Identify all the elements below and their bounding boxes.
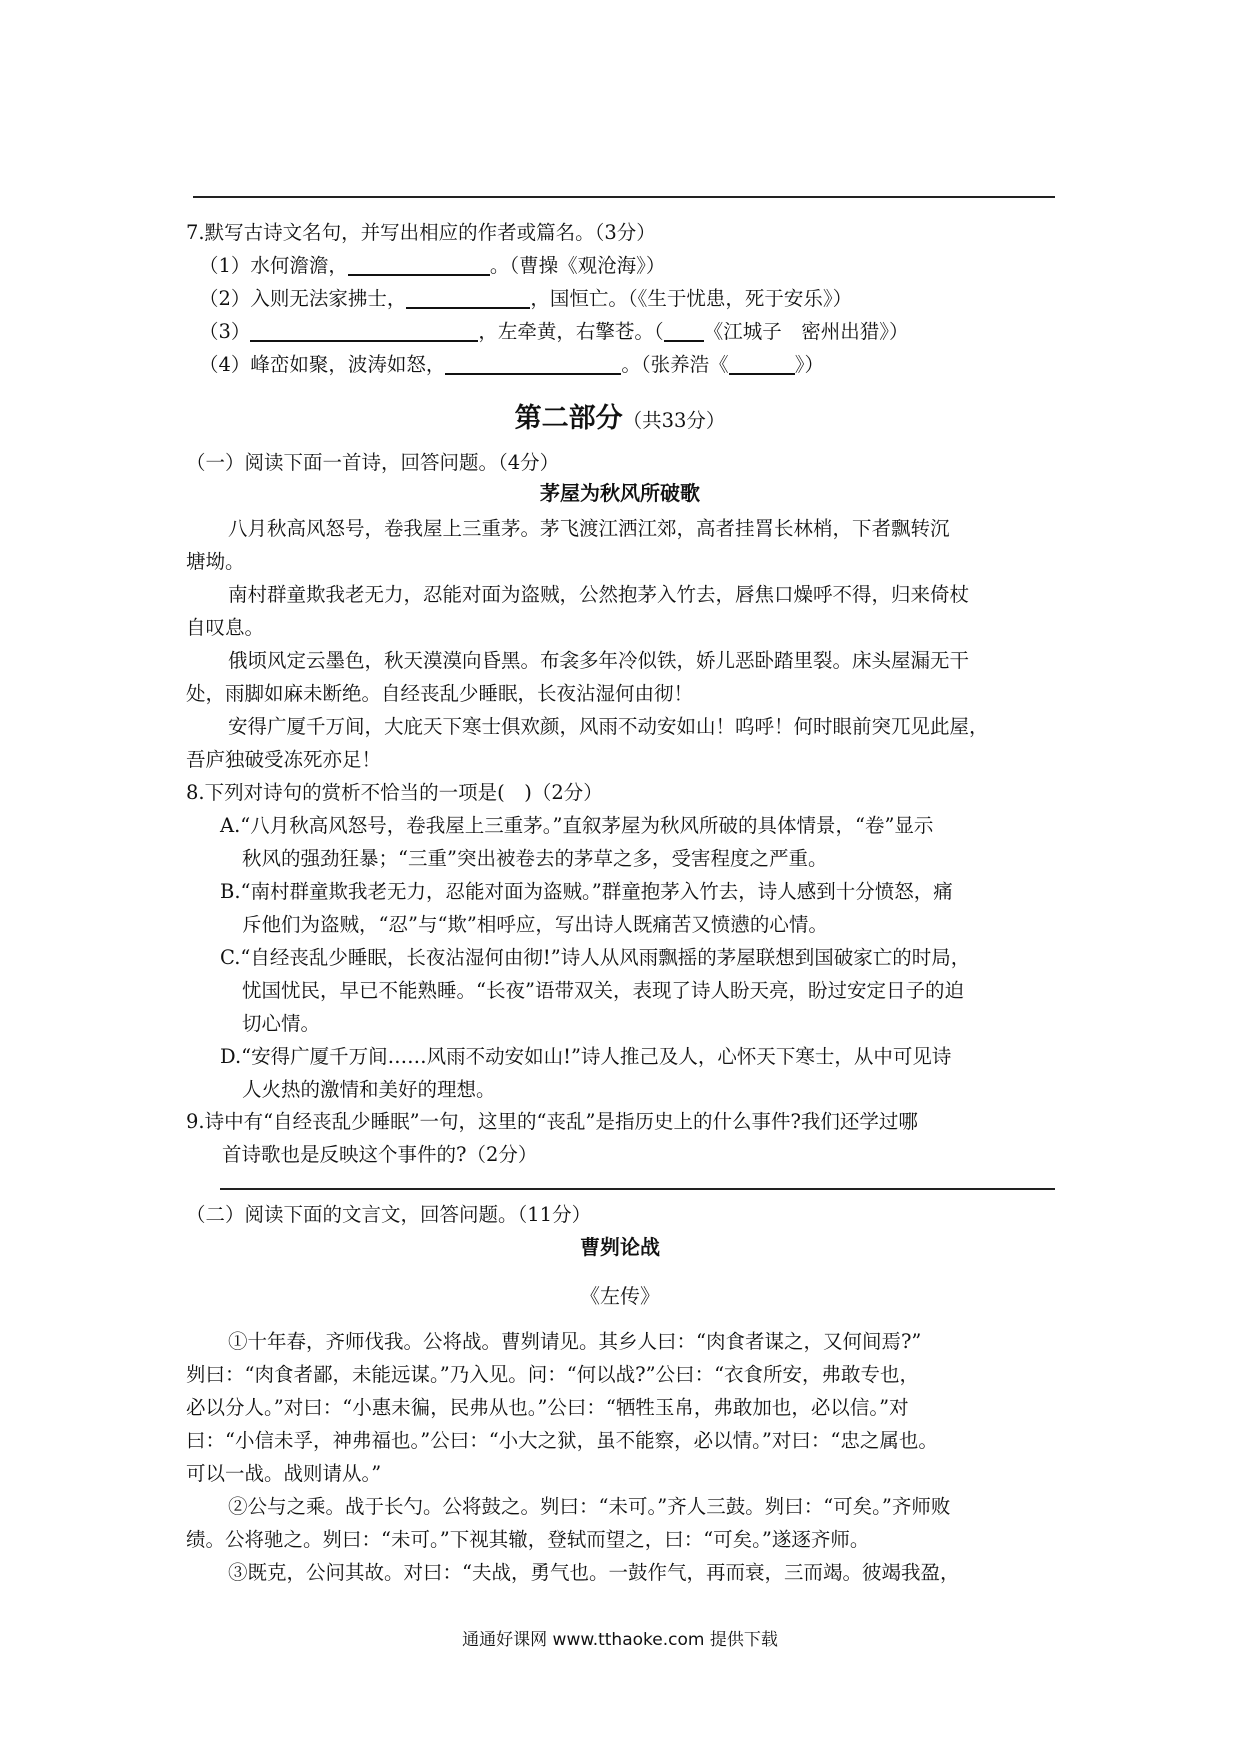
q7-item-4: [199, 348, 824, 381]
q8-option-d: D.“安得广厦千万间……风雨不动安如山!”诗人推己及人，心怀天下寒士，从中可见诗: [220, 1045, 952, 1068]
prose-line: 曰：“小信未孚，神弗福也。”公曰：“小大之狱，虽不能察，必以情。”对曰：“忠之属也。: [186, 1429, 938, 1452]
q8-option-a: A.“八月秋高风怒号，卷我屋上三重茅。”直叙茅屋为秋风所破的具体情景，“卷”显示: [220, 814, 934, 837]
top-rule: [193, 196, 1055, 198]
footer-text: 通通好课网 www.tthaoke.com 提供下载: [462, 1630, 778, 1650]
poem-line: 处，雨脚如麻未断绝。自经丧乱少睡眠，长夜沾湿何由彻！: [186, 682, 694, 705]
prose-line: 刿曰：“肉食者鄙，未能远谋。”乃入见。问：“何以战?”公曰：“衣食所安，弗敢专也，: [186, 1363, 920, 1386]
q7-item-4-tail: 》）: [794, 353, 824, 376]
q7-item-1: [199, 249, 665, 282]
section1-intro: （一）阅读下面一首诗，回答问题。（4分）: [186, 451, 560, 474]
q9-line-2: 首诗歌也是反映这个事件的?（2分）: [222, 1143, 538, 1166]
prose-line: 可以一战。战则请从。”: [186, 1462, 382, 1485]
answer-blank[interactable]: [664, 320, 704, 342]
q8-option-c-cont: 忧国忧民，早已不能熟睡。“长夜”语带双关，表现了诗人盼天亮，盼过安定日子的迫: [242, 979, 964, 1002]
part2-heading: [0, 396, 1240, 435]
section2-intro: （二）阅读下面的文言文，回答问题。（11分）: [186, 1203, 592, 1226]
q8-options: [220, 809, 970, 1106]
q7-item-2: [199, 282, 852, 315]
answer-blank[interactable]: [406, 287, 530, 309]
part2-score: （共33分）: [622, 409, 726, 432]
poem-line: 塘坳。: [186, 550, 245, 573]
prose-body: [186, 1325, 959, 1589]
q8-option-b: B.“南村群童欺我老无力，忍能对面为盗贼。”群童抱茅入竹去，诗人感到十分愤怒，痛: [220, 880, 953, 903]
poem-line: 八月秋高风怒号，卷我屋上三重茅。茅飞渡江洒江郊，高者挂罥长林梢，下者飘转沉: [228, 517, 950, 540]
poem-title: 茅屋为秋风所破歌: [540, 481, 700, 505]
q9-line-1: 9.诗中有“自经丧乱少睡眠”一句，这里的“丧乱”是指历史上的什么事件?我们还学过哪: [186, 1110, 918, 1133]
part2-title: 第二部分: [514, 403, 623, 434]
answer-blank[interactable]: [348, 254, 490, 276]
q7-title: 7.默写古诗文名句，并写出相应的作者或篇名。（3分）: [186, 221, 656, 244]
q7-item-3-text: （3）: [199, 320, 251, 343]
q7-item-1-text: （1）水何澹澹，: [199, 254, 348, 277]
q7-item-3-tail: 《江城子 密州出猎》）: [703, 320, 909, 343]
q7-item-1-tail: 。（曹操《观沧海》）: [489, 254, 666, 277]
q7-item-3-mid: ，左牵黄，右擎苍。（: [478, 320, 664, 343]
prose-line: 绩。公将驰之。刿曰：“未可。”下视其辙，登轼而望之，曰：“可矣。”遂逐齐师。: [186, 1528, 870, 1551]
section2-source: 《左传》: [580, 1284, 660, 1308]
poem-line: 南村群童欺我老无力，忍能对面为盗贼，公然抱茅入竹去，唇焦口燥呼不得，归来倚杖: [228, 583, 970, 606]
poem-line: 自叹息。: [186, 616, 265, 639]
q7-item-2-tail: ，国恒亡。（《生于忧患，死于安乐》）: [530, 287, 853, 310]
poem-body: [186, 512, 989, 776]
q7-item-2-text: （2）入则无法家拂士，: [199, 287, 407, 310]
prose-line: ③既克，公问其故。对曰：“夫战，勇气也。一鼓作气，再而衰，三而竭。彼竭我盈，: [228, 1561, 960, 1584]
q8-option-b-cont: 斥他们为盗贼，“忍”与“欺”相呼应，写出诗人既痛苦又愤懑的心情。: [242, 913, 828, 936]
answer-blank[interactable]: [729, 353, 795, 375]
prose-line: ②公与之乘。战于长勺。公将鼓之。刿曰：“未可。”齐人三鼓。刿曰：“可矣。”齐师败: [228, 1495, 951, 1518]
q8-option-d-cont: 人火热的激情和美好的理想。: [242, 1078, 496, 1101]
poem-line: 吾庐独破受冻死亦足！: [186, 748, 382, 771]
q8-option-c: C.“自经丧乱少睡眠，长夜沾湿何由彻!”诗人从风雨飘摇的茅屋联想到国破家亡的时局，: [220, 946, 971, 969]
answer-blank[interactable]: [250, 320, 478, 342]
q8-option-a-cont: 秋风的强劲狂暴；“三重”突出被卷去的茅草之多，受害程度之严重。: [242, 847, 828, 870]
q7-item-3: [199, 315, 908, 348]
q7-item-4-mid: 。（张养浩《: [621, 353, 729, 376]
answer-blank[interactable]: [445, 353, 621, 375]
prose-line: ①十年春，齐师伐我。公将战。曹刿请见。其乡人曰：“肉食者谋之，又何间焉?”: [228, 1330, 922, 1353]
q8-option-c-cont: 切心情。: [242, 1012, 321, 1035]
section2-title: 曹刿论战: [580, 1235, 660, 1259]
poem-line: 俄顷风定云墨色，秋天漠漠向昏黑。布衾多年冷似铁，娇儿恶卧踏里裂。床头屋漏无干: [228, 649, 970, 672]
q8-stem: 8.下列对诗句的赏析不恰当的一项是( )（2分）: [186, 781, 603, 804]
q7-item-4-text: （4）峰峦如聚，波涛如怒，: [199, 353, 446, 376]
prose-line: 必以分人。”对曰：“小惠未徧，民弗从也。”公曰：“牺牲玉帛，弗敢加也，必以信。”对: [186, 1396, 909, 1419]
poem-line: 安得广厦千万间，大庇天下寒士俱欢颜，风雨不动安如山！呜呼！何时眼前突兀见此屋，: [228, 715, 989, 738]
answer-line[interactable]: [220, 1188, 1055, 1190]
